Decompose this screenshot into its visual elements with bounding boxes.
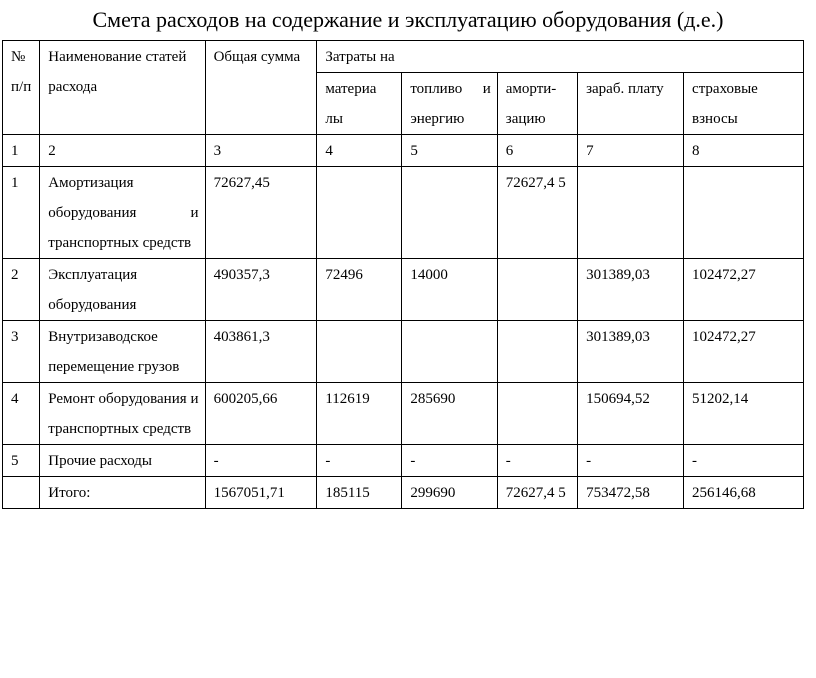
row-amort: 72627,4 5 [497,477,577,509]
row-fuel: 299690 [402,477,497,509]
table-row [3,167,804,259]
row-num: 1 [3,167,40,259]
row-salary: 301389,03 [578,321,684,383]
col-number: 5 [402,135,497,167]
col-number: 6 [497,135,577,167]
row-num: 4 [3,383,40,445]
header-num: № п/п [3,41,40,135]
col-number: 4 [317,135,402,167]
row-total: - [205,445,317,477]
row-num [3,477,40,509]
row-insurance: - [684,445,804,477]
row-amort: 72627,4 5 [497,167,577,259]
row-name: Амортизация оборудования и транспортных средств [40,167,205,259]
row-amort: - [497,445,577,477]
row-name: Эксплуатация оборудования [40,259,205,321]
row-materials: 112619 [317,383,402,445]
header-name: Наименование статей расхода [40,41,205,135]
header-materials: материа лы [317,73,402,135]
row-materials [317,167,402,259]
row-name: Итого: [40,477,205,509]
total-row [3,477,804,509]
row-amort [497,259,577,321]
row-salary: 150694,52 [578,383,684,445]
row-insurance: 51202,14 [684,383,804,445]
col-number: 7 [578,135,684,167]
row-total: 600205,66 [205,383,317,445]
row-total: 403861,3 [205,321,317,383]
col-number: 2 [40,135,205,167]
row-salary: - [578,445,684,477]
row-total: 490357,3 [205,259,317,321]
row-fuel [402,167,497,259]
col-number: 1 [3,135,40,167]
row-salary: 753472,58 [578,477,684,509]
row-insurance [684,167,804,259]
row-num: 5 [3,445,40,477]
row-fuel [402,321,497,383]
header-salary: зараб. плату [578,73,684,135]
row-name: Прочие расходы [40,445,205,477]
header-row-1 [3,41,804,73]
row-fuel: 14000 [402,259,497,321]
row-fuel: - [402,445,497,477]
table-row [3,445,804,477]
row-amort [497,383,577,445]
row-materials: 72496 [317,259,402,321]
row-materials: 185115 [317,477,402,509]
row-fuel: 285690 [402,383,497,445]
row-insurance: 256146,68 [684,477,804,509]
row-insurance: 102472,27 [684,259,804,321]
row-materials [317,321,402,383]
row-total: 72627,45 [205,167,317,259]
column-number-row [3,135,804,167]
header-amort: аморти- зацию [497,73,577,135]
row-salary: 301389,03 [578,259,684,321]
row-name: Внутризаводское перемещение грузов [40,321,205,383]
row-num: 3 [3,321,40,383]
col-number: 8 [684,135,804,167]
table-row [3,321,804,383]
row-insurance: 102472,27 [684,321,804,383]
row-materials: - [317,445,402,477]
row-num: 2 [3,259,40,321]
row-total: 1567051,71 [205,477,317,509]
header-fuel: топливо и энергию [402,73,497,135]
table-row [3,383,804,445]
row-amort [497,321,577,383]
row-name: Ремонт оборудования и транспортных средств [40,383,205,445]
header-total: Общая сумма [205,41,317,135]
header-costs-on: Затраты на [317,41,804,73]
header-insurance: страховые взносы [684,73,804,135]
document-title: Смета расходов на содержание и эксплуатацию оборудования (д.е.) [92,7,724,32]
row-salary [578,167,684,259]
table-row [3,259,804,321]
col-number: 3 [205,135,317,167]
cost-estimate-table [2,40,804,509]
